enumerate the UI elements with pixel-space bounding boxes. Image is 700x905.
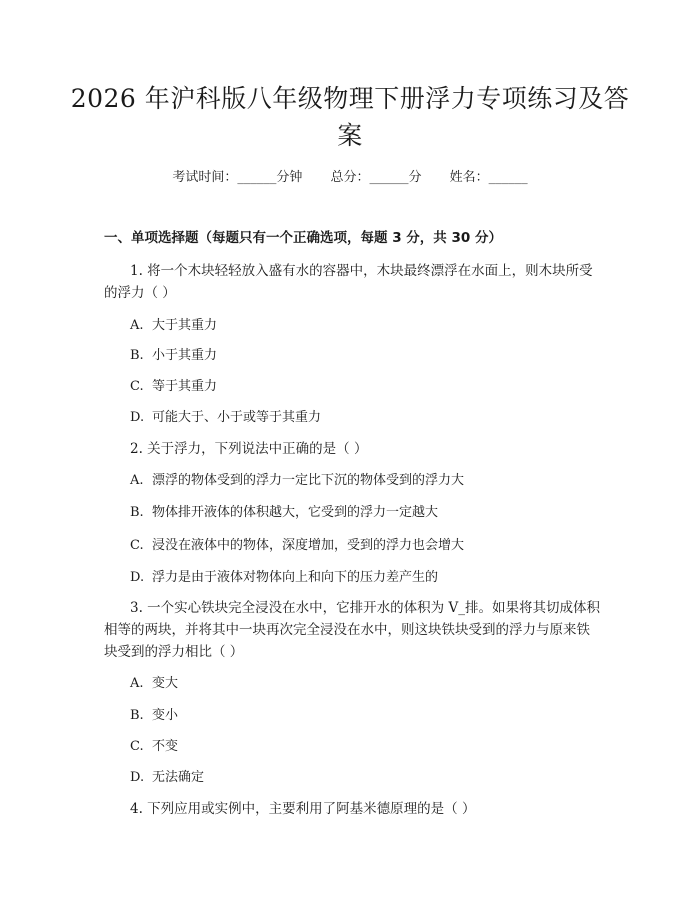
option-text: 变大 [152,676,179,691]
option-text: 无法确定 [152,770,205,785]
question-1: 1. 将一个木块轻轻放入盛有水的容器中，木块最终漂浮在水面上，则木块所受的浮力（ ） [104,263,593,301]
option-text: 漂浮的物体受到的浮力一定比下沉的物体受到的浮力大 [152,473,465,488]
q2-option-a [130,471,464,491]
page-title: 2026 年沪科版八年级物理下册浮力专项练习及答案 [70,84,630,150]
q3-option-d [130,768,204,788]
option-text: 可能大于、小于或等于其重力 [152,410,322,425]
q3-option-c [130,737,178,757]
option-text: 物体排开液体的体积越大，它受到的浮力一定越大 [152,505,439,520]
q3-option-a [130,674,178,694]
option-text: 浮力是由于液体对物体向上和向下的压力差产生的 [152,570,439,585]
question-3: 3. 一个实心铁块完全浸没在水中，它排开水的体积为 V_排。如果将其切成体积相等的两块，并将其中一块再次完全浸没在水中，则这块铁块受到的浮力与原来铁块受到的浮力相比（ ） [104,600,600,660]
exam-time: 考试时间：______分钟 [172,170,303,185]
q1-option-b [130,346,217,366]
option-text: 浸没在液体中的物体，深度增加，受到的浮力也会增大 [152,538,465,553]
q3-option-b [130,706,178,726]
option-text: 不变 [152,739,179,754]
exam-info [0,168,700,188]
q2-option-d [130,568,438,588]
option-label: C. [130,739,144,754]
option-label: A. [130,473,144,488]
exam-score: 总分：______分 [330,170,422,185]
q2-option-c [130,536,464,556]
option-label: D. [130,570,145,585]
q1-option-d [130,408,321,428]
exam-name: 姓名：______ [449,170,528,185]
option-label: C. [130,379,144,394]
option-label: A. [130,676,144,691]
section-heading: 一、单项选择题（每题只有一个正确选项，每题 3 分，共 30 分） [104,230,502,246]
option-text: 变小 [152,708,179,723]
option-text: 等于其重力 [152,379,218,394]
option-label: C. [130,538,144,553]
option-label: A. [130,318,144,333]
q1-option-a [130,316,217,336]
option-label: D. [130,770,145,785]
option-label: B. [130,708,144,723]
question-2: 2. 关于浮力，下列说法中正确的是（ ） [130,441,368,457]
option-label: D. [130,410,145,425]
option-text: 大于其重力 [152,318,218,333]
option-label: B. [130,348,144,363]
option-text: 小于其重力 [152,348,218,363]
question-4: 4. 下列应用或实例中，主要利用了阿基米德原理的是（ ） [130,801,476,817]
q2-option-b [130,503,438,523]
option-label: B. [130,505,144,520]
q1-option-c [130,377,217,397]
